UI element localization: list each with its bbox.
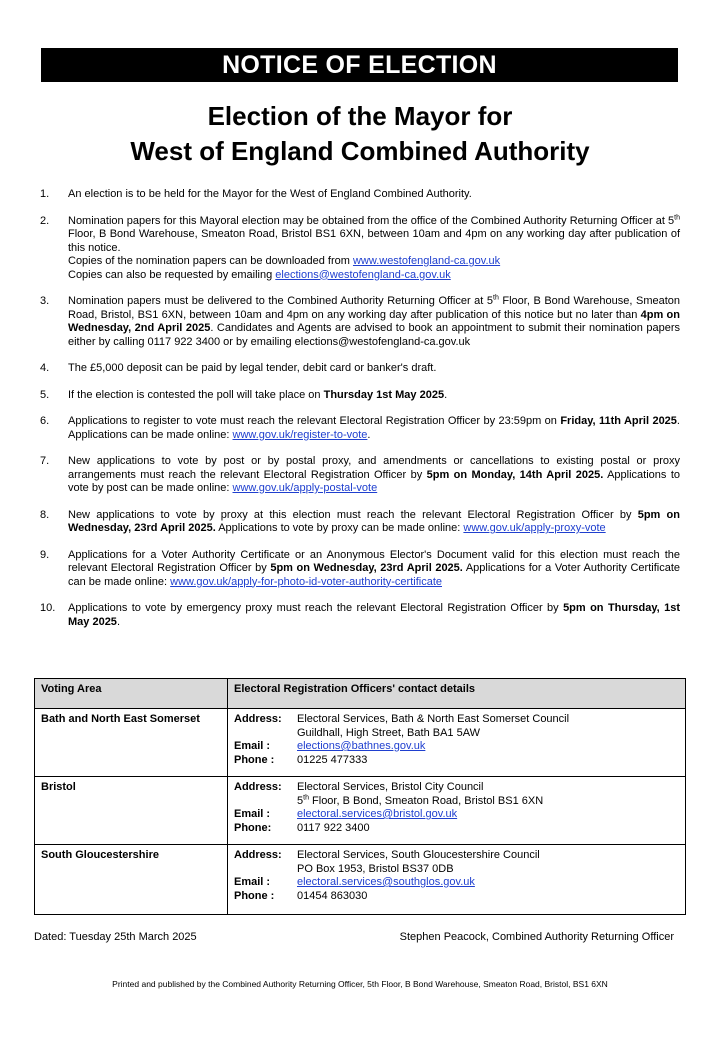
item-10 bbox=[40, 602, 680, 629]
item-7 bbox=[40, 455, 680, 496]
text-segment: . bbox=[444, 388, 448, 401]
address-line-1: Electoral Services, Bath & North East Somerset Council bbox=[297, 713, 570, 725]
address-line-1: Electoral Services, Bristol City Council bbox=[297, 781, 484, 793]
item-number: 6. bbox=[40, 415, 50, 427]
apply-postal-vote-link[interactable]: www.gov.uk/apply-postal-vote bbox=[232, 482, 378, 494]
voting-area-name: South Gloucestershire bbox=[35, 845, 228, 915]
voting-area-name: Bath and North East Somerset bbox=[35, 709, 228, 777]
item-text bbox=[68, 389, 680, 403]
item-text bbox=[68, 215, 680, 283]
email-link[interactable]: elections@bathnes.gov.uk bbox=[297, 740, 426, 752]
item-number: 3. bbox=[40, 295, 50, 307]
table-row bbox=[35, 777, 686, 845]
apply-proxy-vote-link[interactable]: www.gov.uk/apply-proxy-vote bbox=[463, 522, 606, 534]
text-segment: New applications to vote by post or by postal proxy, and amendments or cancellations to existing postal or proxy arrangements must reach the relevant Electoral Registration Officer by bbox=[68, 455, 680, 481]
notice-items bbox=[40, 188, 680, 629]
phone-number: 0117 922 3400 bbox=[297, 821, 370, 834]
header-voting-area: Voting Area bbox=[35, 679, 228, 709]
deadline-text: 5pm on Wednesday, 23rd April 2025. bbox=[68, 508, 680, 534]
text-segment: 5 bbox=[297, 794, 304, 807]
email-link[interactable]: electoral.services@bristol.gov.uk bbox=[297, 808, 458, 820]
website-link[interactable]: www.westofengland-ca.gov.uk bbox=[352, 255, 501, 267]
phone-label: Phone : bbox=[234, 889, 275, 902]
voter-authority-certificate-link[interactable]: www.gov.uk/apply-for-photo-id-voter-authority-certificate bbox=[170, 575, 442, 588]
address-label: Address: bbox=[234, 849, 282, 861]
deadline-text: 5pm on Monday, 14th April 2025. bbox=[426, 468, 604, 481]
item-text bbox=[68, 455, 680, 496]
email-link[interactable]: electoral.services@southglos.gov.uk bbox=[297, 876, 475, 888]
text-segment: Floor, B Bond Warehouse, Smeaton Road, Bristol, BS1 6XN, between 10am and 4pm on any working day after publication of this notice but no later than bbox=[68, 295, 681, 321]
elections-email-link[interactable]: elections@westofengland-ca.gov.uk bbox=[275, 268, 451, 281]
superscript: th bbox=[674, 213, 680, 221]
deadline-text: 5pm on Wednesday, 23rd April 2025. bbox=[270, 562, 463, 574]
title-line-1: Election of the Mayor for bbox=[207, 101, 513, 131]
text-segment: . Candidates and Agents are advised to book an appointment to submit their nomination papers either by calling 0117 922 3400 or by emailing elections@westofengland-ca.gov.uk bbox=[68, 322, 680, 348]
address-label: Address: bbox=[234, 781, 282, 793]
notice-banner: NOTICE OF ELECTION bbox=[41, 48, 678, 82]
item-5 bbox=[40, 389, 680, 403]
item-8 bbox=[40, 509, 680, 536]
table-row bbox=[35, 845, 686, 915]
header-contact-details: Electoral Registration Officers' contact details bbox=[228, 679, 686, 709]
item-number: 5. bbox=[40, 388, 50, 401]
text-segment: Floor, B Bond, Smeaton Road, Bristol BS1 6XN bbox=[308, 794, 544, 807]
phone-label: Phone : bbox=[234, 753, 275, 766]
item-4 bbox=[40, 362, 680, 376]
item-2 bbox=[40, 215, 680, 283]
item-text bbox=[68, 295, 680, 349]
email-label: Email : bbox=[234, 808, 271, 820]
item-number: 4. bbox=[40, 362, 50, 374]
voting-area-name: Bristol bbox=[35, 777, 228, 845]
item-number: 10. bbox=[40, 602, 56, 614]
text-segment: Applications to vote by proxy can be made online: bbox=[215, 522, 464, 534]
email-label: Email : bbox=[234, 740, 271, 752]
ero-contact-table bbox=[34, 678, 686, 915]
text-segment: Applications to register to vote must reach the relevant Electoral Registration Officer by 23:59pm on bbox=[68, 415, 561, 427]
superscript: th bbox=[493, 294, 499, 302]
contact-details bbox=[228, 709, 686, 777]
phone-number: 01454 863030 bbox=[297, 889, 368, 902]
text-segment: Nomination papers for this Mayoral election may be obtained from the office of the Combined Authority Returning Officer at 5 bbox=[68, 214, 675, 227]
title-line-2: West of England Combined Authority bbox=[130, 136, 590, 166]
email-label: Email : bbox=[234, 876, 271, 888]
text-segment: Nomination papers must be delivered to the Combined Authority Returning Officer at 5 bbox=[68, 295, 494, 307]
text-segment: . Applications can be made online: bbox=[68, 415, 680, 441]
poll-date: Thursday 1st May 2025 bbox=[323, 388, 445, 401]
deadline-text: 4pm on Wednesday, 2nd April 2025 bbox=[68, 308, 680, 334]
text-segment: Applications to vote by emergency proxy must reach the relevant Electoral Registration Officer by bbox=[68, 602, 564, 614]
text-segment: Applications for a Voter Authority Certificate or an Anonymous Elector's Document valid for this election must reach the relevant Electoral Registration Officer by bbox=[68, 548, 680, 574]
item-text bbox=[68, 415, 680, 442]
text-segment: . bbox=[367, 428, 371, 441]
item-number: 1. bbox=[40, 188, 50, 200]
item-1 bbox=[40, 188, 680, 202]
phone-label: Phone: bbox=[234, 821, 272, 834]
address-line-2: PO Box 1953, Bristol BS37 0DB bbox=[297, 862, 454, 875]
item-text bbox=[68, 509, 680, 536]
text-segment: . bbox=[116, 615, 120, 628]
register-to-vote-link[interactable]: www.gov.uk/register-to-vote bbox=[232, 428, 368, 441]
table-row bbox=[35, 709, 686, 777]
item-number: 2. bbox=[40, 214, 50, 227]
text-segment: New applications to vote by proxy at this election must reach the relevant Electoral Registration Officer by bbox=[68, 508, 638, 521]
text-segment: Applications for a Voter Authority Certificate can be made online: bbox=[68, 562, 680, 588]
item-text: An election is to be held for the Mayor for the West of England Combined Authority. bbox=[68, 188, 472, 200]
item-number: 7. bbox=[40, 455, 50, 467]
dated-text: Dated: Tuesday 25th March 2025 bbox=[34, 931, 197, 943]
item-text bbox=[68, 549, 680, 590]
address-line-2 bbox=[297, 795, 679, 809]
item-6 bbox=[40, 415, 680, 442]
item-number: 9. bbox=[40, 548, 50, 561]
item-3 bbox=[40, 295, 680, 349]
text-segment: If the election is contested the poll will take place on bbox=[68, 388, 324, 401]
superscript: th bbox=[303, 793, 309, 801]
text-segment: Floor, B Bond Warehouse, Smeaton Road, Bristol BS1 6XN, between 10am and 4pm on any working day after publication of this notice. bbox=[68, 228, 680, 254]
deadline-text: 5pm on Thursday, 1st May 2025 bbox=[68, 602, 681, 628]
returning-officer-signature: Stephen Peacock, Combined Authority Returning Officer bbox=[399, 931, 674, 943]
phone-number: 01225 477333 bbox=[297, 753, 368, 766]
address-label: Address: bbox=[234, 713, 282, 725]
contact-details bbox=[228, 845, 686, 915]
item-text bbox=[68, 602, 680, 629]
address-line-1: Electoral Services, South Gloucestershire Council bbox=[297, 849, 540, 861]
text-segment: Copies of the nomination papers can be downloaded from bbox=[68, 255, 353, 267]
contact-details bbox=[228, 777, 686, 845]
imprint-text: Printed and published by the Combined Authority Returning Officer, 5th Floor, B Bond Warehouse, Smeaton Road, Bristol, BS1 6XN bbox=[112, 979, 608, 989]
table-header-row bbox=[35, 679, 686, 709]
item-9 bbox=[40, 549, 680, 590]
item-number: 8. bbox=[40, 508, 50, 521]
address-line-2: Guildhall, High Street, Bath BA1 5AW bbox=[297, 726, 481, 739]
text-segment: Applications to vote by post can be made online: bbox=[68, 468, 680, 494]
text-segment: Copies can also be requested by emailing bbox=[68, 268, 276, 281]
deadline-text: Friday, 11th April 2025 bbox=[560, 415, 677, 427]
item-text: The £5,000 deposit can be paid by legal tender, debit card or banker's draft. bbox=[68, 362, 437, 374]
